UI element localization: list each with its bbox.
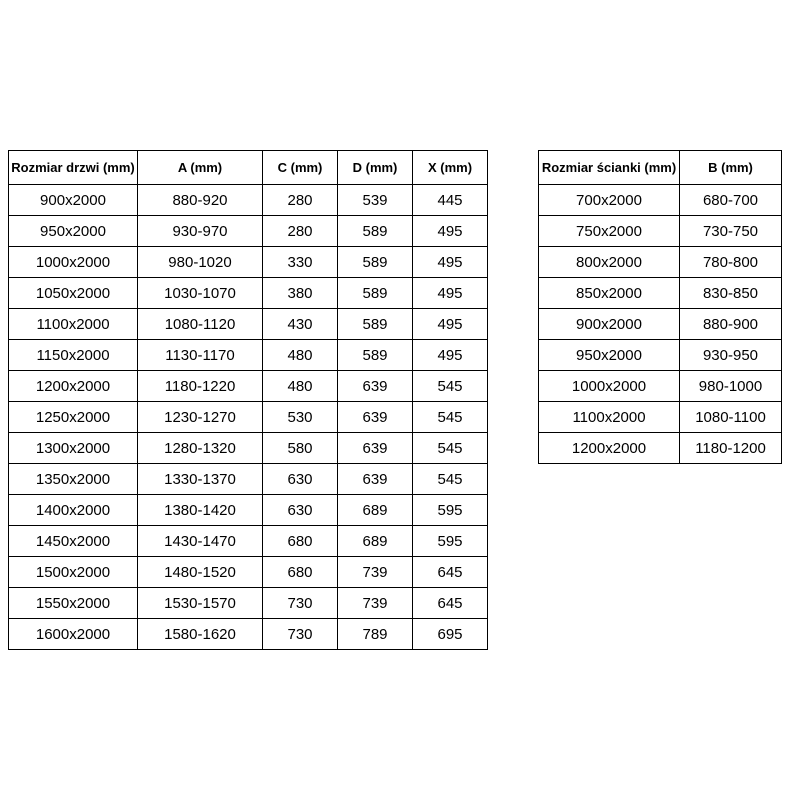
table-cell: 1150x2000 bbox=[9, 340, 138, 371]
table-cell: 950x2000 bbox=[539, 340, 680, 371]
table-cell: 480 bbox=[263, 340, 338, 371]
table-cell: 1050x2000 bbox=[9, 278, 138, 309]
table-cell: 589 bbox=[338, 309, 413, 340]
table-row bbox=[9, 619, 488, 650]
table-cell: 1100x2000 bbox=[9, 309, 138, 340]
table-cell: 1200x2000 bbox=[539, 433, 680, 464]
table-cell: 1180-1200 bbox=[680, 433, 782, 464]
table-cell: 950x2000 bbox=[9, 216, 138, 247]
table-cell: 739 bbox=[338, 557, 413, 588]
column-header: Rozmiar drzwi (mm) bbox=[9, 151, 138, 185]
table-cell: 495 bbox=[413, 216, 488, 247]
table-cell: 1200x2000 bbox=[9, 371, 138, 402]
table-cell: 1450x2000 bbox=[9, 526, 138, 557]
table-row bbox=[9, 247, 488, 278]
table-cell: 495 bbox=[413, 278, 488, 309]
table-cell: 639 bbox=[338, 464, 413, 495]
table-cell: 930-950 bbox=[680, 340, 782, 371]
table-cell: 700x2000 bbox=[539, 185, 680, 216]
table-cell: 1030-1070 bbox=[138, 278, 263, 309]
table-cell: 330 bbox=[263, 247, 338, 278]
table-cell: 539 bbox=[338, 185, 413, 216]
table-cell: 1350x2000 bbox=[9, 464, 138, 495]
table-cell: 495 bbox=[413, 309, 488, 340]
table-cell: 480 bbox=[263, 371, 338, 402]
table-cell: 645 bbox=[413, 557, 488, 588]
table-row bbox=[9, 464, 488, 495]
table-cell: 750x2000 bbox=[539, 216, 680, 247]
table-header-row bbox=[9, 151, 488, 185]
table-row bbox=[9, 278, 488, 309]
table-cell: 595 bbox=[413, 495, 488, 526]
table-cell: 880-900 bbox=[680, 309, 782, 340]
column-header: C (mm) bbox=[263, 151, 338, 185]
column-header: B (mm) bbox=[680, 151, 782, 185]
table-cell: 850x2000 bbox=[539, 278, 680, 309]
table-cell: 980-1020 bbox=[138, 247, 263, 278]
table-cell: 630 bbox=[263, 464, 338, 495]
table-cell: 430 bbox=[263, 309, 338, 340]
table-cell: 545 bbox=[413, 402, 488, 433]
table-cell: 980-1000 bbox=[680, 371, 782, 402]
table-cell: 639 bbox=[338, 433, 413, 464]
table-cell: 639 bbox=[338, 371, 413, 402]
table-cell: 1400x2000 bbox=[9, 495, 138, 526]
table-cell: 589 bbox=[338, 278, 413, 309]
table-cell: 880-920 bbox=[138, 185, 263, 216]
table-cell: 1100x2000 bbox=[539, 402, 680, 433]
table-row bbox=[539, 247, 782, 278]
column-header: X (mm) bbox=[413, 151, 488, 185]
table-row bbox=[9, 433, 488, 464]
table-cell: 730 bbox=[263, 619, 338, 650]
table-cell: 680 bbox=[263, 557, 338, 588]
table-row bbox=[539, 278, 782, 309]
table-cell: 545 bbox=[413, 464, 488, 495]
table-cell: 1080-1120 bbox=[138, 309, 263, 340]
table-cell: 530 bbox=[263, 402, 338, 433]
table-cell: 1480-1520 bbox=[138, 557, 263, 588]
column-header: A (mm) bbox=[138, 151, 263, 185]
table-row bbox=[9, 185, 488, 216]
table-row bbox=[9, 402, 488, 433]
table-cell: 800x2000 bbox=[539, 247, 680, 278]
column-header: Rozmiar ścianki (mm) bbox=[539, 151, 680, 185]
table-row bbox=[9, 340, 488, 371]
table-cell: 545 bbox=[413, 433, 488, 464]
table-cell: 1000x2000 bbox=[539, 371, 680, 402]
table-cell: 589 bbox=[338, 216, 413, 247]
table-cell: 1250x2000 bbox=[9, 402, 138, 433]
table-cell: 1000x2000 bbox=[9, 247, 138, 278]
table-cell: 630 bbox=[263, 495, 338, 526]
table-cell: 280 bbox=[263, 185, 338, 216]
table-cell: 1380-1420 bbox=[138, 495, 263, 526]
table-cell: 280 bbox=[263, 216, 338, 247]
table-row bbox=[539, 371, 782, 402]
table-row bbox=[9, 495, 488, 526]
table-cell: 900x2000 bbox=[539, 309, 680, 340]
table-cell: 545 bbox=[413, 371, 488, 402]
table-cell: 739 bbox=[338, 588, 413, 619]
table-cell: 730-750 bbox=[680, 216, 782, 247]
wall-sizes-table bbox=[538, 150, 782, 464]
table-row bbox=[9, 371, 488, 402]
table-cell: 495 bbox=[413, 247, 488, 278]
table-cell: 595 bbox=[413, 526, 488, 557]
table-row bbox=[9, 309, 488, 340]
table-cell: 639 bbox=[338, 402, 413, 433]
table-cell: 930-970 bbox=[138, 216, 263, 247]
table-cell: 1080-1100 bbox=[680, 402, 782, 433]
table-cell: 680-700 bbox=[680, 185, 782, 216]
table-row bbox=[539, 216, 782, 247]
table-row bbox=[539, 402, 782, 433]
table-cell: 445 bbox=[413, 185, 488, 216]
table-cell: 1280-1320 bbox=[138, 433, 263, 464]
table-cell: 1530-1570 bbox=[138, 588, 263, 619]
table-cell: 589 bbox=[338, 340, 413, 371]
table-cell: 1550x2000 bbox=[9, 588, 138, 619]
table-cell: 689 bbox=[338, 495, 413, 526]
table-row bbox=[9, 526, 488, 557]
table-cell: 680 bbox=[263, 526, 338, 557]
table-cell: 1500x2000 bbox=[9, 557, 138, 588]
table-cell: 380 bbox=[263, 278, 338, 309]
table-cell: 1600x2000 bbox=[9, 619, 138, 650]
table-cell: 580 bbox=[263, 433, 338, 464]
table-row bbox=[539, 433, 782, 464]
table-cell: 900x2000 bbox=[9, 185, 138, 216]
table-header-row bbox=[539, 151, 782, 185]
table-cell: 830-850 bbox=[680, 278, 782, 309]
table-cell: 1180-1220 bbox=[138, 371, 263, 402]
column-header: D (mm) bbox=[338, 151, 413, 185]
table-cell: 780-800 bbox=[680, 247, 782, 278]
table-row bbox=[9, 557, 488, 588]
table-cell: 695 bbox=[413, 619, 488, 650]
table-row bbox=[9, 216, 488, 247]
table-cell: 645 bbox=[413, 588, 488, 619]
table-cell: 1430-1470 bbox=[138, 526, 263, 557]
table-row bbox=[539, 185, 782, 216]
table-row bbox=[539, 340, 782, 371]
table-cell: 589 bbox=[338, 247, 413, 278]
table-cell: 495 bbox=[413, 340, 488, 371]
table-cell: 1300x2000 bbox=[9, 433, 138, 464]
table-row bbox=[9, 588, 488, 619]
table-cell: 1230-1270 bbox=[138, 402, 263, 433]
table-cell: 689 bbox=[338, 526, 413, 557]
table-cell: 789 bbox=[338, 619, 413, 650]
door-sizes-table bbox=[8, 150, 488, 650]
table-cell: 1130-1170 bbox=[138, 340, 263, 371]
table-cell: 1580-1620 bbox=[138, 619, 263, 650]
table-cell: 1330-1370 bbox=[138, 464, 263, 495]
table-cell: 730 bbox=[263, 588, 338, 619]
table-row bbox=[539, 309, 782, 340]
